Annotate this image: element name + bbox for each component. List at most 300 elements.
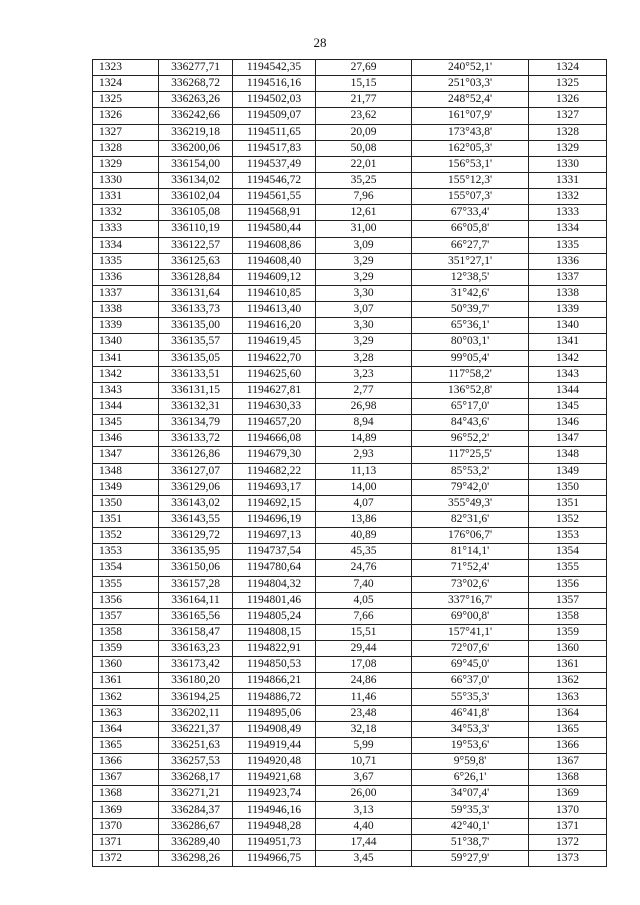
table-row [93,124,607,140]
x-coordinate-cell: 336200,06 [159,140,233,156]
y-coordinate-cell: 1194692,15 [233,495,316,511]
x-coordinate-cell: 336257,53 [159,754,233,770]
x-coordinate-cell: 336194,25 [159,689,233,705]
table-row [93,608,607,624]
table-row [93,108,607,124]
next-point-cell: 1356 [529,576,607,592]
x-coordinate-cell: 336135,05 [159,350,233,366]
distance-cell: 3,30 [316,285,412,301]
next-point-cell: 1361 [529,657,607,673]
bearing-cell: 51°38,7' [412,834,529,850]
point-number-cell: 1341 [93,350,159,366]
x-coordinate-cell: 336163,23 [159,641,233,657]
point-number-cell: 1327 [93,124,159,140]
x-coordinate-cell: 336150,06 [159,560,233,576]
distance-cell: 35,25 [316,172,412,188]
next-point-cell: 1368 [529,770,607,786]
bearing-cell: 67°33,4' [412,205,529,221]
distance-cell: 10,71 [316,754,412,770]
distance-cell: 14,00 [316,479,412,495]
distance-cell: 2,77 [316,382,412,398]
y-coordinate-cell: 1194657,20 [233,415,316,431]
x-coordinate-cell: 336125,63 [159,253,233,269]
distance-cell: 3,45 [316,850,412,866]
table-row [93,689,607,705]
distance-cell: 32,18 [316,721,412,737]
table-row [93,592,607,608]
table-row [93,850,607,866]
point-number-cell: 1362 [93,689,159,705]
distance-cell: 13,86 [316,511,412,527]
bearing-cell: 50°39,7' [412,302,529,318]
table-row [93,657,607,673]
point-number-cell: 1365 [93,737,159,753]
table-row [93,818,607,834]
bearing-cell: 248°52,4' [412,92,529,108]
table-row [93,463,607,479]
bearing-cell: 31°42,6' [412,285,529,301]
y-coordinate-cell: 1194693,17 [233,479,316,495]
y-coordinate-cell: 1194866,21 [233,673,316,689]
y-coordinate-cell: 1194850,53 [233,657,316,673]
table-row [93,834,607,850]
x-coordinate-cell: 336251,63 [159,737,233,753]
table-row [93,673,607,689]
y-coordinate-cell: 1194951,73 [233,834,316,850]
point-number-cell: 1353 [93,544,159,560]
distance-cell: 7,66 [316,608,412,624]
table-row [93,624,607,640]
x-coordinate-cell: 336284,37 [159,802,233,818]
distance-cell: 3,13 [316,802,412,818]
distance-cell: 11,13 [316,463,412,479]
table-row [93,398,607,414]
next-point-cell: 1330 [529,156,607,172]
y-coordinate-cell: 1194666,08 [233,431,316,447]
y-coordinate-cell: 1194608,40 [233,253,316,269]
point-number-cell: 1367 [93,770,159,786]
y-coordinate-cell: 1194616,20 [233,318,316,334]
x-coordinate-cell: 336289,40 [159,834,233,850]
x-coordinate-cell: 336122,57 [159,237,233,253]
point-number-cell: 1369 [93,802,159,818]
bearing-cell: 96°52,2' [412,431,529,447]
next-point-cell: 1325 [529,76,607,92]
point-number-cell: 1348 [93,463,159,479]
point-number-cell: 1340 [93,334,159,350]
distance-cell: 26,00 [316,786,412,802]
bearing-cell: 79°42,0' [412,479,529,495]
x-coordinate-cell: 336268,72 [159,76,233,92]
table-row [93,415,607,431]
table-row [93,302,607,318]
bearing-cell: 173°43,8' [412,124,529,140]
bearing-cell: 59°35,3' [412,802,529,818]
bearing-cell: 176°06,7' [412,528,529,544]
y-coordinate-cell: 1194966,75 [233,850,316,866]
y-coordinate-cell: 1194502,03 [233,92,316,108]
y-coordinate-cell: 1194919,44 [233,737,316,753]
distance-cell: 3,29 [316,334,412,350]
x-coordinate-cell: 336180,20 [159,673,233,689]
y-coordinate-cell: 1194625,60 [233,366,316,382]
x-coordinate-cell: 336133,73 [159,302,233,318]
table-row [93,382,607,398]
next-point-cell: 1337 [529,269,607,285]
table-row [93,366,607,382]
point-number-cell: 1371 [93,834,159,850]
x-coordinate-cell: 336132,31 [159,398,233,414]
y-coordinate-cell: 1194517,83 [233,140,316,156]
distance-cell: 23,62 [316,108,412,124]
y-coordinate-cell: 1194516,16 [233,76,316,92]
table-row [93,76,607,92]
next-point-cell: 1365 [529,721,607,737]
point-number-cell: 1352 [93,528,159,544]
next-point-cell: 1346 [529,415,607,431]
y-coordinate-cell: 1194920,48 [233,754,316,770]
bearing-cell: 69°00,8' [412,608,529,624]
next-point-cell: 1352 [529,511,607,527]
next-point-cell: 1366 [529,737,607,753]
x-coordinate-cell: 336131,15 [159,382,233,398]
point-number-cell: 1345 [93,415,159,431]
bearing-cell: 42°40,1' [412,818,529,834]
point-number-cell: 1368 [93,786,159,802]
next-point-cell: 1349 [529,463,607,479]
x-coordinate-cell: 336135,95 [159,544,233,560]
table-row [93,189,607,205]
next-point-cell: 1351 [529,495,607,511]
table-row [93,511,607,527]
x-coordinate-cell: 336157,28 [159,576,233,592]
x-coordinate-cell: 336126,86 [159,447,233,463]
point-number-cell: 1339 [93,318,159,334]
bearing-cell: 351°27,1' [412,253,529,269]
distance-cell: 15,15 [316,76,412,92]
table-row [93,447,607,463]
x-coordinate-cell: 336271,21 [159,786,233,802]
point-number-cell: 1332 [93,205,159,221]
x-coordinate-cell: 336268,17 [159,770,233,786]
point-number-cell: 1360 [93,657,159,673]
distance-cell: 3,28 [316,350,412,366]
distance-cell: 24,76 [316,560,412,576]
point-number-cell: 1364 [93,721,159,737]
y-coordinate-cell: 1194808,15 [233,624,316,640]
distance-cell: 4,40 [316,818,412,834]
y-coordinate-cell: 1194630,33 [233,398,316,414]
table-row [93,318,607,334]
distance-cell: 3,29 [316,253,412,269]
x-coordinate-cell: 336165,56 [159,608,233,624]
y-coordinate-cell: 1194610,85 [233,285,316,301]
bearing-cell: 99°05,4' [412,350,529,366]
point-number-cell: 1350 [93,495,159,511]
x-coordinate-cell: 336164,11 [159,592,233,608]
y-coordinate-cell: 1194561,55 [233,189,316,205]
next-point-cell: 1333 [529,205,607,221]
x-coordinate-cell: 336129,06 [159,479,233,495]
next-point-cell: 1339 [529,302,607,318]
x-coordinate-cell: 336298,26 [159,850,233,866]
bearing-cell: 161°07,9' [412,108,529,124]
bearing-cell: 59°27,9' [412,850,529,866]
x-coordinate-cell: 336105,08 [159,205,233,221]
bearing-cell: 240°52,1' [412,60,529,76]
point-number-cell: 1354 [93,560,159,576]
y-coordinate-cell: 1194537,49 [233,156,316,172]
table-row [93,221,607,237]
x-coordinate-cell: 336133,72 [159,431,233,447]
y-coordinate-cell: 1194619,45 [233,334,316,350]
x-coordinate-cell: 336143,02 [159,495,233,511]
distance-cell: 22,01 [316,156,412,172]
distance-cell: 7,96 [316,189,412,205]
x-coordinate-cell: 336131,64 [159,285,233,301]
x-coordinate-cell: 336134,79 [159,415,233,431]
y-coordinate-cell: 1194511,65 [233,124,316,140]
bearing-cell: 71°52,4' [412,560,529,576]
next-point-cell: 1359 [529,624,607,640]
table-row [93,253,607,269]
point-number-cell: 1331 [93,189,159,205]
distance-cell: 31,00 [316,221,412,237]
x-coordinate-cell: 336143,55 [159,511,233,527]
distance-cell: 3,29 [316,269,412,285]
y-coordinate-cell: 1194801,46 [233,592,316,608]
bearing-cell: 69°45,0' [412,657,529,673]
table-row [93,205,607,221]
table-row [93,479,607,495]
x-coordinate-cell: 336154,00 [159,156,233,172]
distance-cell: 12,61 [316,205,412,221]
distance-cell: 29,44 [316,641,412,657]
point-number-cell: 1355 [93,576,159,592]
x-coordinate-cell: 336110,19 [159,221,233,237]
point-number-cell: 1325 [93,92,159,108]
y-coordinate-cell: 1194780,64 [233,560,316,576]
distance-cell: 3,07 [316,302,412,318]
bearing-cell: 46°41,8' [412,705,529,721]
x-coordinate-cell: 336129,72 [159,528,233,544]
next-point-cell: 1328 [529,124,607,140]
distance-cell: 23,48 [316,705,412,721]
point-number-cell: 1335 [93,253,159,269]
table-row [93,237,607,253]
table-row [93,92,607,108]
bearing-cell: 19°53,6' [412,737,529,753]
table-row [93,576,607,592]
distance-cell: 5,99 [316,737,412,753]
distance-cell: 26,98 [316,398,412,414]
point-number-cell: 1370 [93,818,159,834]
x-coordinate-cell: 336102,04 [159,189,233,205]
table-row [93,334,607,350]
bearing-cell: 73°02,6' [412,576,529,592]
bearing-cell: 6°26,1' [412,770,529,786]
distance-cell: 8,94 [316,415,412,431]
y-coordinate-cell: 1194546,72 [233,172,316,188]
bearing-cell: 117°25,5' [412,447,529,463]
x-coordinate-cell: 336135,00 [159,318,233,334]
next-point-cell: 1341 [529,334,607,350]
distance-cell: 11,46 [316,689,412,705]
y-coordinate-cell: 1194682,22 [233,463,316,479]
distance-cell: 27,69 [316,60,412,76]
y-coordinate-cell: 1194923,74 [233,786,316,802]
bearing-cell: 81°14,1' [412,544,529,560]
next-point-cell: 1331 [529,172,607,188]
point-number-cell: 1343 [93,382,159,398]
next-point-cell: 1348 [529,447,607,463]
point-number-cell: 1349 [93,479,159,495]
bearing-cell: 55°35,3' [412,689,529,705]
next-point-cell: 1354 [529,544,607,560]
distance-cell: 3,30 [316,318,412,334]
bearing-cell: 84°43,6' [412,415,529,431]
point-number-cell: 1342 [93,366,159,382]
x-coordinate-cell: 336128,84 [159,269,233,285]
table-row [93,495,607,511]
bearing-cell: 355°49,3' [412,495,529,511]
distance-cell: 40,89 [316,528,412,544]
x-coordinate-cell: 336219,18 [159,124,233,140]
table-row [93,431,607,447]
table-row [93,770,607,786]
point-number-cell: 1361 [93,673,159,689]
y-coordinate-cell: 1194609,12 [233,269,316,285]
point-number-cell: 1351 [93,511,159,527]
point-number-cell: 1363 [93,705,159,721]
next-point-cell: 1369 [529,786,607,802]
table-row [93,350,607,366]
next-point-cell: 1334 [529,221,607,237]
point-number-cell: 1358 [93,624,159,640]
y-coordinate-cell: 1194895,06 [233,705,316,721]
y-coordinate-cell: 1194568,91 [233,205,316,221]
next-point-cell: 1372 [529,834,607,850]
next-point-cell: 1324 [529,60,607,76]
bearing-cell: 65°36,1' [412,318,529,334]
point-number-cell: 1329 [93,156,159,172]
table-row [93,172,607,188]
y-coordinate-cell: 1194804,32 [233,576,316,592]
bearing-cell: 251°03,3' [412,76,529,92]
distance-cell: 20,09 [316,124,412,140]
table-row [93,285,607,301]
y-coordinate-cell: 1194886,72 [233,689,316,705]
bearing-cell: 155°12,3' [412,172,529,188]
table-row [93,786,607,802]
y-coordinate-cell: 1194509,07 [233,108,316,124]
next-point-cell: 1357 [529,592,607,608]
table-row [93,269,607,285]
x-coordinate-cell: 336158,47 [159,624,233,640]
next-point-cell: 1326 [529,92,607,108]
y-coordinate-cell: 1194613,40 [233,302,316,318]
point-number-cell: 1337 [93,285,159,301]
next-point-cell: 1363 [529,689,607,705]
bearing-cell: 155°07,3' [412,189,529,205]
next-point-cell: 1350 [529,479,607,495]
table-row [93,754,607,770]
y-coordinate-cell: 1194822,91 [233,641,316,657]
point-number-cell: 1356 [93,592,159,608]
next-point-cell: 1340 [529,318,607,334]
table-row [93,737,607,753]
y-coordinate-cell: 1194737,54 [233,544,316,560]
distance-cell: 21,77 [316,92,412,108]
point-number-cell: 1324 [93,76,159,92]
x-coordinate-cell: 336173,42 [159,657,233,673]
y-coordinate-cell: 1194908,49 [233,721,316,737]
next-point-cell: 1355 [529,560,607,576]
page-number: 28 [313,35,327,50]
y-coordinate-cell: 1194696,19 [233,511,316,527]
bearing-cell: 162°05,3' [412,140,529,156]
distance-cell: 17,08 [316,657,412,673]
bearing-cell: 136°52,8' [412,382,529,398]
x-coordinate-cell: 336134,02 [159,172,233,188]
bearing-cell: 156°53,1' [412,156,529,172]
distance-cell: 4,07 [316,495,412,511]
distance-cell: 24,86 [316,673,412,689]
bearing-cell: 66°37,0' [412,673,529,689]
x-coordinate-cell: 336202,11 [159,705,233,721]
next-point-cell: 1327 [529,108,607,124]
x-coordinate-cell: 336135,57 [159,334,233,350]
distance-cell: 3,67 [316,770,412,786]
next-point-cell: 1360 [529,641,607,657]
table-row [93,140,607,156]
x-coordinate-cell: 336242,66 [159,108,233,124]
next-point-cell: 1336 [529,253,607,269]
bearing-cell: 85°53,2' [412,463,529,479]
point-number-cell: 1330 [93,172,159,188]
bearing-cell: 80°03,1' [412,334,529,350]
distance-cell: 50,08 [316,140,412,156]
next-point-cell: 1344 [529,382,607,398]
table-row [93,560,607,576]
y-coordinate-cell: 1194622,70 [233,350,316,366]
bearing-cell: 34°07,4' [412,786,529,802]
distance-cell: 3,09 [316,237,412,253]
distance-cell: 15,51 [316,624,412,640]
distance-cell: 2,93 [316,447,412,463]
point-number-cell: 1338 [93,302,159,318]
bearing-cell: 337°16,7' [412,592,529,608]
point-number-cell: 1359 [93,641,159,657]
bearing-cell: 66°27,7' [412,237,529,253]
coordinates-table [92,59,607,867]
bearing-cell: 82°31,6' [412,511,529,527]
table-row [93,802,607,818]
x-coordinate-cell: 336221,37 [159,721,233,737]
distance-cell: 45,35 [316,544,412,560]
x-coordinate-cell: 336133,51 [159,366,233,382]
next-point-cell: 1345 [529,398,607,414]
point-number-cell: 1328 [93,140,159,156]
next-point-cell: 1364 [529,705,607,721]
next-point-cell: 1362 [529,673,607,689]
bearing-cell: 66°05,8' [412,221,529,237]
x-coordinate-cell: 336263,26 [159,92,233,108]
y-coordinate-cell: 1194679,30 [233,447,316,463]
next-point-cell: 1332 [529,189,607,205]
distance-cell: 17,44 [316,834,412,850]
table-row [93,544,607,560]
